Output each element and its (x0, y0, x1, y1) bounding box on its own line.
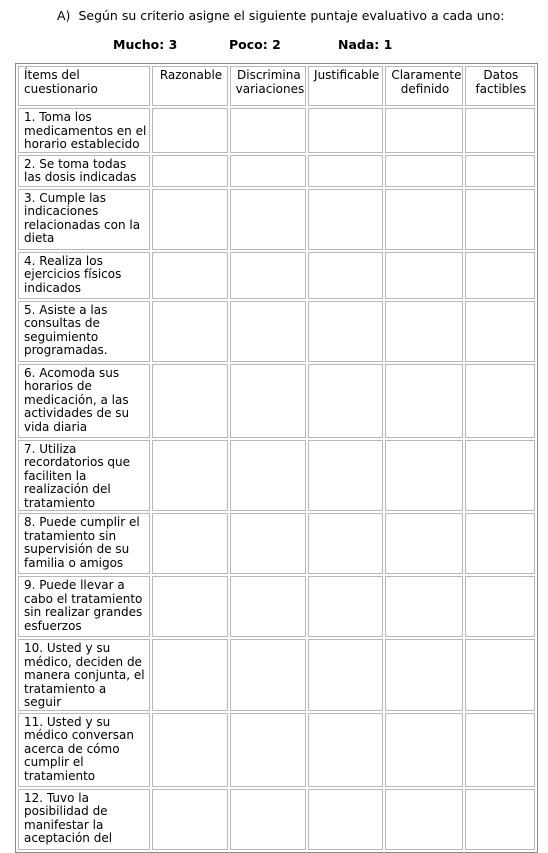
razonable-cell[interactable] (152, 301, 227, 362)
justificable-cell[interactable] (308, 440, 383, 512)
discrimina-variaciones-cell[interactable] (230, 440, 306, 512)
item-text: 9. Puede llevar a cabo el tratamiento sin realizar grandes esfuerzos (18, 576, 150, 637)
justificable-cell[interactable] (308, 639, 383, 711)
razonable-cell[interactable] (152, 789, 227, 850)
datos-factibles-cell[interactable] (465, 155, 535, 187)
table-row (18, 440, 535, 512)
table-row (18, 789, 535, 850)
header-justificable: Justificable (308, 66, 383, 106)
table-row (18, 713, 535, 787)
item-text: 6. Acomoda sus horarios de medicación, a las actividades de su vida diaria (18, 364, 150, 438)
justificable-cell[interactable] (308, 252, 383, 299)
table-row (18, 513, 535, 574)
justificable-cell[interactable] (308, 108, 383, 153)
discrimina-variaciones-cell[interactable] (230, 301, 306, 362)
justificable-cell[interactable] (308, 155, 383, 187)
razonable-cell[interactable] (152, 440, 227, 512)
evaluation-table (15, 63, 538, 853)
claramente-definido-cell[interactable] (385, 108, 462, 153)
datos-factibles-cell[interactable] (465, 789, 535, 850)
razonable-cell[interactable] (152, 576, 227, 637)
item-text: 1. Toma los medicamentos en el horario establecido (18, 108, 150, 153)
header-razonable: Razonable (152, 66, 227, 106)
table-row (18, 301, 535, 362)
datos-factibles-cell[interactable] (465, 713, 535, 787)
item-text: 12. Tuvo la posibilidad de manifestar la aceptación del (18, 789, 150, 850)
datos-factibles-cell[interactable] (465, 108, 535, 153)
scale-mucho: Mucho: 3 (113, 37, 178, 52)
claramente-definido-cell[interactable] (385, 576, 462, 637)
datos-factibles-cell[interactable] (465, 301, 535, 362)
claramente-definido-cell[interactable] (385, 364, 462, 438)
item-text: 8. Puede cumplir el tratamiento sin supervisión de su familia o amigos (18, 513, 150, 574)
datos-factibles-cell[interactable] (465, 364, 535, 438)
instruction-text: Según su criterio asigne el siguiente puntaje evaluativo a cada uno: (78, 8, 505, 23)
razonable-cell[interactable] (152, 639, 227, 711)
item-text: 10. Usted y su médico, deciden de manera conjunta, el tratamiento a seguir (18, 639, 150, 711)
justificable-cell[interactable] (308, 789, 383, 850)
scale-nada: Nada: 1 (338, 37, 393, 52)
table-row (18, 364, 535, 438)
razonable-cell[interactable] (152, 155, 227, 187)
justificable-cell[interactable] (308, 513, 383, 574)
razonable-cell[interactable] (152, 513, 227, 574)
justificable-cell[interactable] (308, 364, 383, 438)
section-marker: A) (57, 8, 71, 23)
datos-factibles-cell[interactable] (465, 189, 535, 250)
razonable-cell[interactable] (152, 364, 227, 438)
item-text: 5. Asiste a las consultas de seguimiento programadas. (18, 301, 150, 362)
discrimina-variaciones-cell[interactable] (230, 364, 306, 438)
razonable-cell[interactable] (152, 189, 227, 250)
table-row (18, 252, 535, 299)
claramente-definido-cell[interactable] (385, 252, 462, 299)
justificable-cell[interactable] (308, 301, 383, 362)
datos-factibles-cell[interactable] (465, 513, 535, 574)
header-datos-factibles: Datos factibles (465, 66, 535, 106)
justificable-cell[interactable] (308, 713, 383, 787)
razonable-cell[interactable] (152, 713, 227, 787)
claramente-definido-cell[interactable] (385, 789, 462, 850)
datos-factibles-cell[interactable] (465, 639, 535, 711)
discrimina-variaciones-cell[interactable] (230, 189, 306, 250)
datos-factibles-cell[interactable] (465, 252, 535, 299)
claramente-definido-cell[interactable] (385, 513, 462, 574)
claramente-definido-cell[interactable] (385, 713, 462, 787)
discrimina-variaciones-cell[interactable] (230, 108, 306, 153)
table-row (18, 576, 535, 637)
claramente-definido-cell[interactable] (385, 301, 462, 362)
discrimina-variaciones-cell[interactable] (230, 789, 306, 850)
item-text: 11. Usted y su médico conversan acerca de cómo cumplir el tratamiento (18, 713, 150, 787)
discrimina-variaciones-cell[interactable] (230, 639, 306, 711)
table-row (18, 155, 535, 187)
discrimina-variaciones-cell[interactable] (230, 513, 306, 574)
header-discrimina-variaciones: Discrimina variaciones (230, 66, 306, 106)
claramente-definido-cell[interactable] (385, 155, 462, 187)
header-claramente-definido: Claramente definido (385, 66, 462, 106)
item-text: 2. Se toma todas las dosis indicadas (18, 155, 150, 187)
justificable-cell[interactable] (308, 189, 383, 250)
table-row (18, 108, 535, 153)
discrimina-variaciones-cell[interactable] (230, 713, 306, 787)
justificable-cell[interactable] (308, 576, 383, 637)
claramente-definido-cell[interactable] (385, 189, 462, 250)
scale-poco: Poco: 2 (229, 37, 281, 52)
table-row (18, 189, 535, 250)
discrimina-variaciones-cell[interactable] (230, 155, 306, 187)
item-text: 3. Cumple las indicaciones relacionadas con la dieta (18, 189, 150, 250)
header-items: Ítems del cuestionario (18, 66, 150, 106)
table-body (18, 108, 535, 850)
claramente-definido-cell[interactable] (385, 639, 462, 711)
discrimina-variaciones-cell[interactable] (230, 576, 306, 637)
razonable-cell[interactable] (152, 108, 227, 153)
discrimina-variaciones-cell[interactable] (230, 252, 306, 299)
claramente-definido-cell[interactable] (385, 440, 462, 512)
datos-factibles-cell[interactable] (465, 576, 535, 637)
header-row (18, 66, 535, 106)
instruction-line (57, 8, 504, 23)
table-row (18, 639, 535, 711)
item-text: 7. Utiliza recordatorios que faciliten la realización del tratamiento (18, 440, 150, 512)
item-text: 4. Realiza los ejercicios físicos indicados (18, 252, 150, 299)
razonable-cell[interactable] (152, 252, 227, 299)
datos-factibles-cell[interactable] (465, 440, 535, 512)
